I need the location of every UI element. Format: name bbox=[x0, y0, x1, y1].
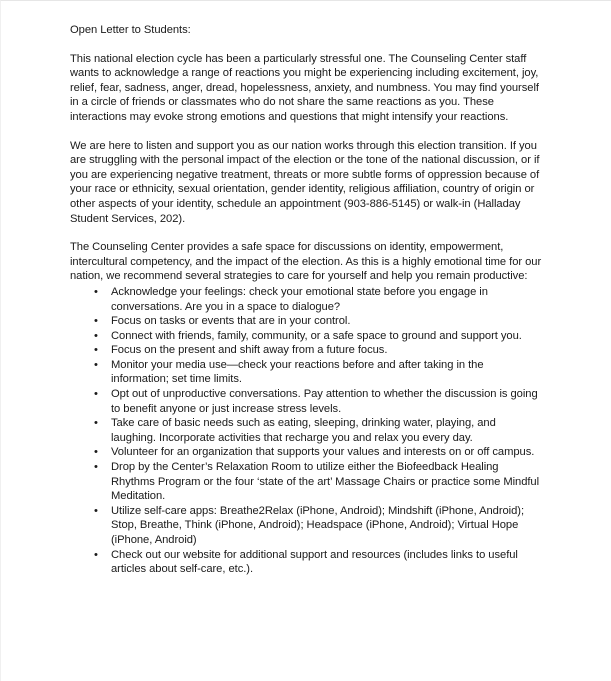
list-item bbox=[70, 285, 542, 314]
paragraph-strategies-lead-in: The Counseling Center provides a safe space for discussions on identity, empowerment, intercultural competency, and the impact of the election. As this is a highly emotional time for our nation, we recommend several strategies to care for yourself and help you remain productive: bbox=[70, 241, 542, 283]
list-item-text: Monitor your media use—check your reactions before and after taking in the information; set time limits. bbox=[111, 358, 484, 386]
bullet-icon: • bbox=[94, 285, 98, 298]
list-item-text: Check out our website for additional support and resources (includes links to useful articles about self-care, etc.). bbox=[111, 548, 518, 576]
list-item bbox=[70, 314, 542, 329]
list-item bbox=[70, 358, 542, 387]
list-item bbox=[70, 445, 542, 460]
bullet-icon: • bbox=[94, 446, 98, 459]
list-item-text: Drop by the Center’s Relaxation Room to utilize either the Biofeedback Healing Rhythms Program or the four ‘state of the art’ Massage Chairs or practice some Mindful Meditation. bbox=[111, 461, 540, 503]
list-item-text: Opt out of unproductive conversations. Pay attention to whether the discussion is going to benefit anyone or just increase stress levels. bbox=[111, 388, 538, 415]
list-item bbox=[70, 504, 542, 548]
paragraph-intro: This national election cycle has been a particularly stressful one. The Counseling Center staff wants to acknowledge a range of reactions you might be experiencing including excitement, joy, relief, fear, sadness, anger, dread, hopelessness, anxiety, and numbness. You may find yourself in a circle of friends or classmates who do not share the same reactions as you. These interactions may evoke strong emotions and questions that might intensify your reactions. bbox=[70, 52, 539, 123]
bullet-icon: • bbox=[94, 315, 98, 328]
paragraph-support: We are here to listen and support you as our nation works through this election transition. If you are struggling with the personal impact of the election or the tone of the national discussion, or if you are experiencing negative treatment, threats or more subtle forms of oppression because of your race or ethnicity, sexual orientation, gender identity, religious affiliation, country of origin or other aspects of your identity, schedule an appointment (903-886-5145) or walk-in (Halladay Student Services, 202). bbox=[70, 139, 540, 225]
list-item-text: Focus on tasks or events that are in your control. bbox=[111, 315, 351, 328]
list-item bbox=[70, 548, 542, 577]
list-item-text: Take care of basic needs such as eating, sleeping, drinking water, playing, and laughing. Incorporate activities that recharge you and relax you every day. bbox=[111, 417, 496, 444]
bullet-icon: • bbox=[94, 329, 98, 342]
list-item bbox=[70, 329, 542, 344]
bullet-icon: • bbox=[94, 388, 98, 401]
bullet-icon: • bbox=[94, 358, 98, 371]
page-title: Open Letter to Students: bbox=[70, 24, 191, 36]
list-item-text: Focus on the present and shift away from a future focus. bbox=[111, 344, 388, 357]
bullet-icon: • bbox=[94, 344, 98, 357]
list-item bbox=[70, 343, 542, 358]
bullet-icon: • bbox=[94, 548, 98, 561]
strategies-list bbox=[70, 285, 542, 577]
list-item-text: Acknowledge your feelings: check your emotional state before you engage in conversations. Are you in a space to dialogue? bbox=[111, 285, 488, 313]
document-body bbox=[70, 23, 542, 577]
bullet-icon: • bbox=[94, 417, 98, 430]
bullet-icon: • bbox=[94, 461, 98, 474]
list-item-text: Volunteer for an organization that supports your values and interests on or off campus. bbox=[111, 446, 535, 459]
list-item bbox=[70, 460, 542, 504]
list-item-text: Connect with friends, family, community, or a safe space to ground and support you. bbox=[111, 329, 522, 342]
list-item bbox=[70, 387, 542, 416]
bullet-icon: • bbox=[94, 504, 98, 517]
list-item bbox=[70, 416, 542, 445]
list-item-text: Utilize self-care apps: Breathe2Relax (iPhone, Android); Mindshift (iPhone, Android); Stop, Breathe, Think (iPhone, Android); Headspace (iPhone, Android); Virtual Hope (iPhone, Android) bbox=[111, 504, 525, 546]
